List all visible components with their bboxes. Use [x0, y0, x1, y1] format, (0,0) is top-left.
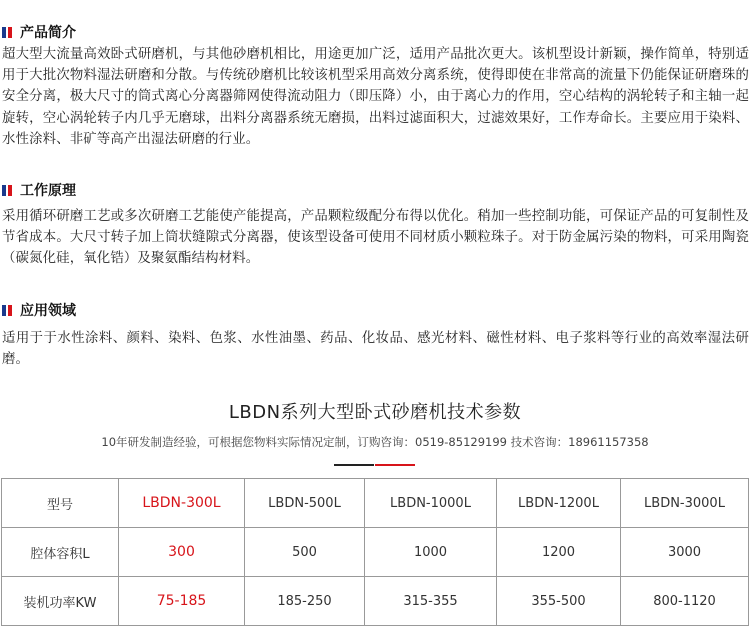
section-title-intro: 产品简介: [20, 25, 76, 41]
table-cell: 500: [245, 528, 365, 577]
row-label-power: 装机功率KW: [2, 577, 119, 626]
table-row: [2, 577, 749, 626]
section-marker-icon: [2, 305, 12, 316]
section-title-principle: 工作原理: [20, 183, 76, 199]
table-cell: LBDN-300L: [119, 479, 245, 528]
table-cell: LBDN-1200L: [497, 479, 621, 528]
section-marker-icon: [2, 27, 12, 38]
table-cell: 355-500: [497, 577, 621, 626]
table-cell: 300: [119, 528, 245, 577]
row-label-model: 型号: [2, 479, 119, 528]
row-label-volume: 腔体容积L: [2, 528, 119, 577]
section-text-intro: 超大型大流量高效卧式研磨机，与其他砂磨机相比，用途更加广泛，适用产品批次更大。该机型设计新颖，操作简单，特别适用于大批次物料湿法研磨和分散。与传统砂磨机比较该机型采用高效分离系统，使得即使在非常高的流量下仍能保证研磨珠的安全分离，极大尺寸的筒式离心分离器筛网使得流动阻力（即压降）小，由于离心力的作用，空心结构的涡轮转子和主轴一起旋转，空心涡轮转子内几乎无磨球，出料分离器系统无磨损，出料过滤面积大，过滤效果好，工作寿命长。主要应用于染料、水性涂料、非矿等高产出湿法研磨的行业。: [2, 47, 749, 147]
section-marker-icon: [2, 185, 12, 196]
table-cell: 185-250: [245, 577, 365, 626]
table-row: [2, 479, 749, 528]
section-head-intro: [2, 22, 76, 42]
table-cell: 800-1120: [621, 577, 749, 626]
spec-table-title: LBDN系列大型卧式砂磨机技术参数: [228, 402, 522, 423]
table-row: [2, 528, 749, 577]
section-text-principle: 采用循环研磨工艺或多次研磨工艺能使产能提高，产品颗粒级配分布得以优化。稍加一些控制功能，可保证产品的可复制性及节省成本。大尺寸转子加上筒状缝隙式分离器，使该型设备可使用不同材质小颗粒珠子。对于防金属污染的物料，可采用陶瓷（碳氮化硅，氧化锆）及聚氨酯结构材料。: [2, 209, 749, 267]
section-head-application: [2, 300, 76, 320]
spec-table-subtitle: 10年研发制造经验，可根据您物料实际情况定制，订购咨询：0519-85129199 技术咨询：18961157358: [101, 435, 649, 449]
table-cell: 1000: [365, 528, 497, 577]
title-divider-red: [375, 464, 415, 466]
table-cell: 315-355: [365, 577, 497, 626]
section-text-application: 适用于于水性涂料、颜料、染料、色浆、水性油墨、药品、化妆品、感光材料、磁性材料、电子浆料等行业的高效率湿法研磨。: [2, 331, 749, 368]
title-divider-dark: [334, 464, 374, 466]
table-cell: 75-185: [119, 577, 245, 626]
table-cell: LBDN-3000L: [621, 479, 749, 528]
table-cell: LBDN-1000L: [365, 479, 497, 528]
table-cell: 3000: [621, 528, 749, 577]
section-title-application: 应用领域: [20, 303, 76, 319]
spec-table: [1, 478, 749, 626]
table-cell: LBDN-500L: [245, 479, 365, 528]
table-cell: 1200: [497, 528, 621, 577]
section-head-principle: [2, 180, 76, 200]
